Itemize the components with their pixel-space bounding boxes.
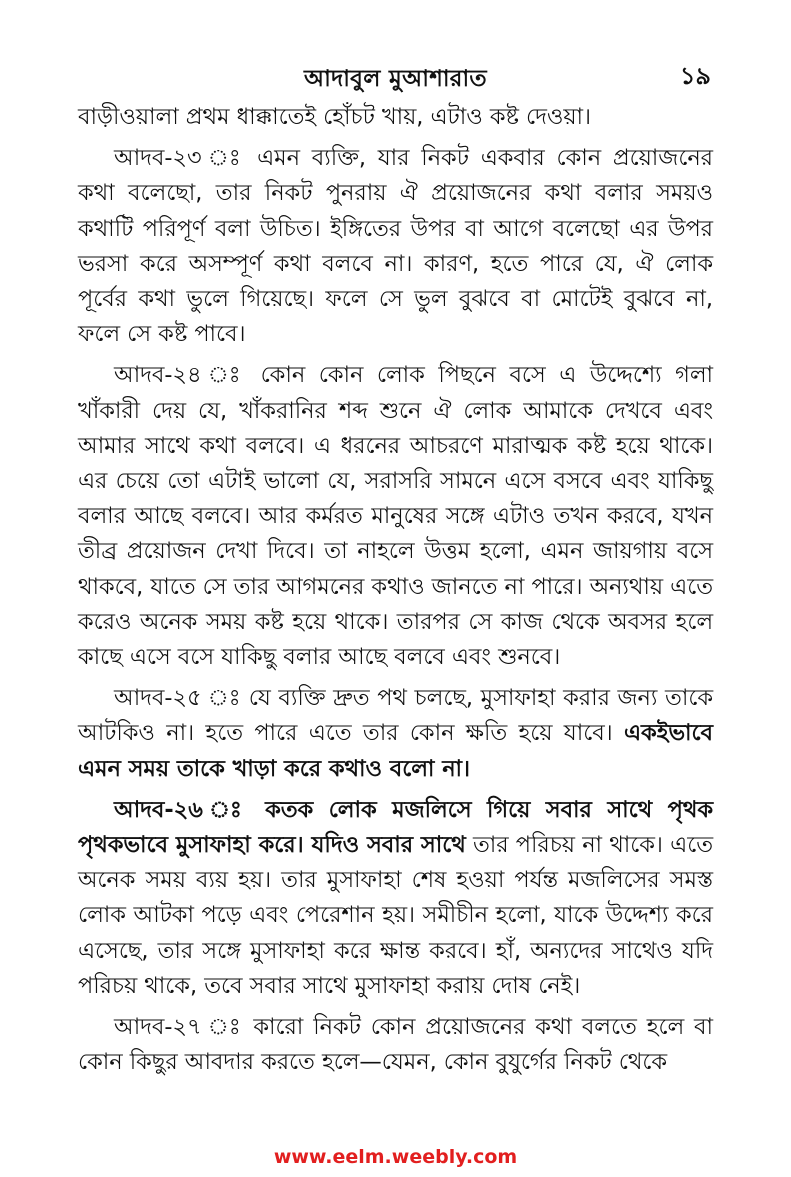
paragraph-adab-24: আদব-২৪ ঃ কোন কোন লোক পিছনে বসে এ উদ্দেশ্যে গলা খাঁকারী দেয় যে, খাঁকরানির শব্দ শুনে ঐ লোক আমাকে দেখবে এবং আমার সাথে কথা বলবে। এ ধরনের আচরণে মারাত্মক কষ্ট হয়ে থাকে। এর চেয়ে তো এটাই ভালো যে, সরাসরি সামনে এসে বসবে এবং যাকিছু বলার আছে বলবে। আর কর্মরত মানুষের সঙ্গে এটাও তখন করবে, যখন তীব্র প্রয়োজন দেখা দিবে। তা নাহলে উত্তম হলো, এমন জায়গায় বসে থাকবে, যাতে সে তার আগমনের কথাও জানতে না পারে। অন্যথায় এতে করেও অনেক সময় কষ্ট হয়ে থাকে। তারপর সে কাজ থেকে অবসর হলে কাছে এসে বসে যাকিছু বলার আছে বলবে এবং শুনবে। [78,362,713,671]
paragraph-adab-25-bold-text: একইভাবে এমন সময় তাকে খাড়া করে কথাও বলো না। [78,720,713,782]
paragraph-adab-26-text: তার পরিচয় না থাকে। এতে অনেক সময় ব্যয় হয়। তার মুসাফাহা শেষ হওয়া পর্যন্ত মজলিসের সমস্ত লোক আটকা পড়ে এবং পেরেশান হয়। সমীচীন হলো, যাকে উদ্দেশ্য করে এসেছে, তার সঙ্গে মুসাফাহা করে ক্ষান্ত করবে। হাঁ, অন্যদের সাথেও যদি পরিচয় থাকে, তবে সবার সাথে মুসাফাহা করায় দোষ নেই। [78,832,713,999]
page-number: ১৯ [679,62,711,90]
page-body [78,100,713,1086]
paragraph-adab-26 [78,793,713,1004]
paragraph-adab-25-text: আদব-২৫ ঃ যে ব্যক্তি দ্রুত পথ চলছে, মুসাফাহা করার জন্য তাকে আটকিও না। হতে পারে এতে তার কোন ক্ষতি হয়ে যাবে। [78,685,713,747]
page-header [0,56,791,96]
paragraph-adab-26-bold-text: আদব-২৬ ঃ কতক লোক মজলিসে গিয়ে সবার সাথে পৃথক পৃথকভাবে মুসাফাহা করে। যদিও সবার সাথে [78,796,713,859]
paragraph-adab-23: আদব-২৩ ঃ এমন ব্যক্তি, যার নিকট একবার কোন প্রয়োজনের কথা বলেছো, তার নিকট পুনরায় ঐ প্রয়োজনের কথা বলার সময়ও কথাটি পরিপূর্ণ বলা উচিত। ইঙ্গিতের উপর বা আগে বলেছো এর উপর ভরসা করে অসম্পূর্ণ কথা বলবে না। কারণ, হতে পারে যে, ঐ লোক পূর্বের কথা ভুলে গিয়েছে। ফলে সে ভুল বুঝবে বা মোটেই বুঝবে না, ফলে সে কষ্ট পাবে। [78,145,713,348]
footer-url: www.eelm.weebly.com [273,1146,518,1168]
paragraph-continuation: বাড়ীওয়ালা প্রথম ধাক্কাতেই হোঁচট খায়, এটাও কষ্ট দেওয়া। [78,104,592,130]
paragraph-adab-27: আদব-২৭ ঃ কারো নিকট কোন প্রয়োজনের কথা বলতে হলে বা কোন কিছুর আবদার করতে হলে—যেমন, কোন বুযুর্গের নিকট থেকে [78,1014,713,1076]
paragraph-adab-25 [78,681,713,787]
running-title: আদাবুল মুআশারাত [304,66,487,92]
